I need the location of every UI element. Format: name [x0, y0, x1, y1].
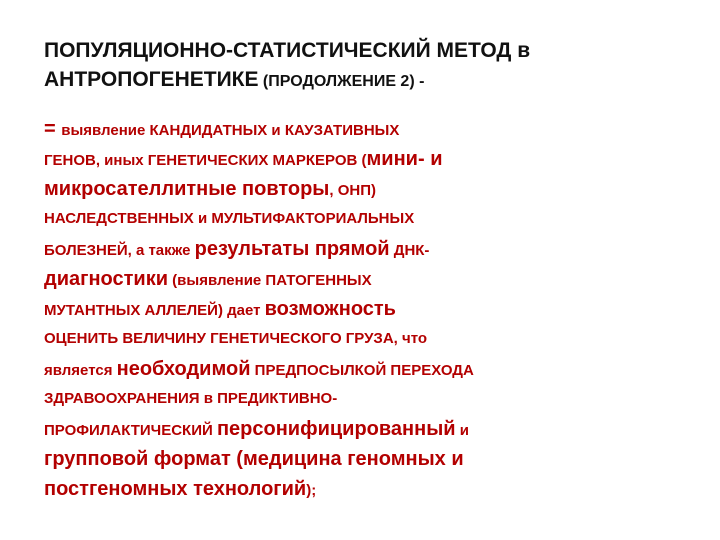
body-line-3: микросателлитные повторы, ОНП): [44, 178, 377, 200]
body-line-9: является необходимой ПРЕДПОСЫЛКОЙ ПЕРЕХОДА: [44, 358, 474, 380]
body-line-5: БОЛЕЗНЕЙ, а также результаты прямой ДНК-: [44, 238, 430, 260]
title-subtitle: (ПРОДОЛЖЕНИЕ 2) -: [258, 73, 425, 90]
body-line-13: постгеномных технологий);: [44, 478, 317, 500]
title-main: АНТРОПОГЕНЕТИКЕ: [44, 68, 259, 91]
bullet: =: [44, 118, 62, 140]
body-line-2: ГЕНОВ, иных ГЕНЕТИЧЕСКИХ МАРКЕРОВ (мини- и: [44, 148, 443, 170]
body-line-7: МУТАНТНЫХ АЛЛЕЛЕЙ) дает возможность: [44, 298, 396, 320]
body-line-6: диагностики (выявление ПАТОГЕННЫХ: [44, 268, 372, 290]
title-line-1: ПОПУЛЯЦИОННО-СТАТИСТИЧЕСКИЙ МЕТОД в: [44, 39, 531, 62]
title-line-2: [44, 65, 684, 96]
body-line-11: ПРОФИЛАКТИЧЕСКИЙ персонифицированный и: [44, 418, 469, 440]
body-line-12: групповой формат (медицина геномных и: [44, 448, 464, 470]
body-line-10: ЗДРАВООХРАНЕНИЯ в ПРЕДИКТИВНО-: [44, 390, 338, 407]
body-line-1: = выявление КАНДИДАТНЫХ и КАУЗАТИВНЫХ: [44, 118, 400, 140]
slide-body-text: [44, 114, 694, 504]
body-line-4: НАСЛЕДСТВЕННЫХ и МУЛЬТИФАКТОРИАЛЬНЫХ: [44, 210, 415, 227]
body-line-8: ОЦЕНИТЬ ВЕЛИЧИНУ ГЕНЕТИЧЕСКОГО ГРУЗА, что: [44, 330, 428, 347]
slide-title: [44, 36, 684, 96]
